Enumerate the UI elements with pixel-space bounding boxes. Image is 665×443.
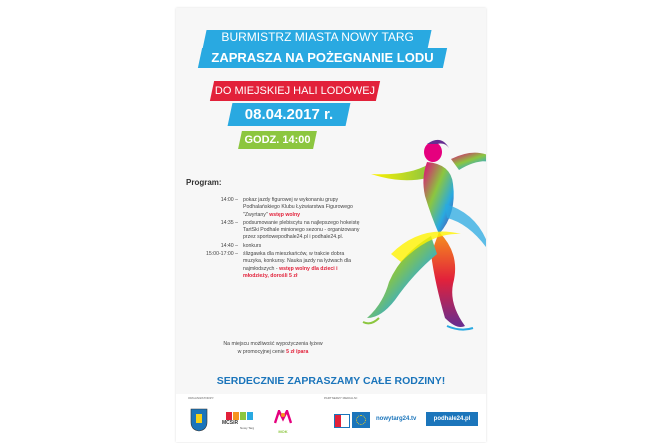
header-line-1: BURMISTRZ MIASTA NOWY TARG (221, 30, 414, 44)
venue-text: DO MIEJSKIEJ HALI LODOWEJ (214, 85, 376, 97)
tv-partner-logo-icon (334, 414, 350, 428)
nowytarg24-logo: nowytarg24.tv (376, 416, 417, 422)
mcsir-sub: Nowy Targ (240, 426, 255, 430)
program-highlight: wstęp wolny (269, 211, 301, 218)
program-time: 14:40 – (220, 242, 238, 249)
organizers-label: ORGANIZATORZY: (188, 396, 215, 400)
mok-logo (272, 410, 294, 432)
program-highlight: wstęp wolny dla dzieci i młodzieży, dorośli 5 zł (243, 265, 338, 279)
poster (176, 8, 486, 442)
date-text: 08.04.2017 r. (244, 106, 334, 123)
program-list (190, 197, 430, 281)
rental-line-2: w promocyjnej cenie (237, 348, 285, 355)
mok-name: MOK (278, 429, 288, 434)
time-text: GODZ. 14:00 (244, 134, 311, 146)
venue-banner (210, 81, 380, 101)
mcsir-name: MCSiR (222, 420, 239, 426)
program-text: pokaz jazdy figurowej w wykonaniu grupy Podhalańskiego Klubu Łyżwiarstwa Figurowego "Zwyrtany" (243, 197, 353, 218)
rental-price: 5 zł /para (286, 348, 309, 355)
program-text: podsumowanie plebiscytu na najlepszego hokeistę TartSki Podhale minionego sezonu - organizowany przez sportowepodhale24.pl i podhale24.pl. (243, 219, 360, 241)
rental-line-1: Na miejscu możliwość wypożyczenia łyżew (223, 341, 323, 347)
program-item (190, 220, 430, 242)
eu-flag-icon (352, 412, 370, 428)
coat-of-arms-icon (190, 408, 208, 432)
program-item (190, 251, 430, 280)
program-time: 14:00 – (220, 197, 238, 203)
program-time: 14:35 – (220, 219, 238, 226)
partners-label: PARTNERZY MEDIALNI: (324, 396, 358, 400)
header-banner-2 (198, 48, 447, 68)
podhale24-logo: podhale24.pl (426, 412, 478, 426)
rental-info (198, 341, 348, 356)
sponsors-strip (176, 394, 486, 442)
mok-mark-icon (274, 410, 292, 424)
header-line-2: ZAPRASZA NA POŻEGNANIE LODU (211, 50, 434, 65)
program-text: konkurs (243, 242, 262, 249)
program-item (190, 243, 430, 250)
date-banner (228, 103, 351, 126)
program-item (190, 197, 430, 219)
mcsir-logo (222, 412, 258, 434)
program-time: 15:00-17:00 – (205, 251, 238, 258)
program-title: Program: (186, 178, 222, 187)
time-banner (238, 131, 317, 149)
invitation-text: SERDECZNIE ZAPRASZAMY CAŁE RODZINY! (216, 375, 446, 387)
program-text: ślizgawka dla mieszkańców, w trakcie dobra muzyka, konkursy. Nauka jazdy na łyżwach dla najmłodszych - (243, 251, 352, 272)
